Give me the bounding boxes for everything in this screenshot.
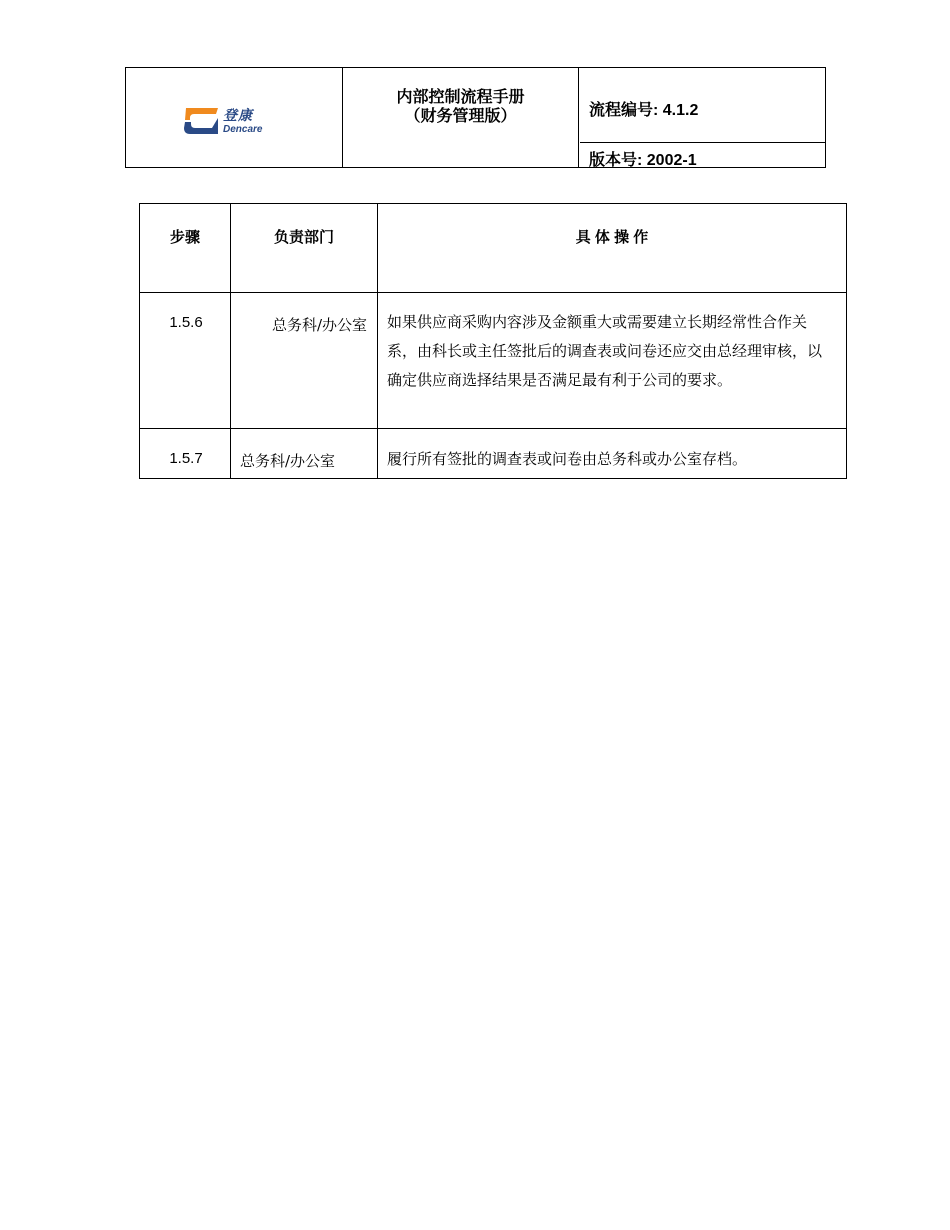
row-1-detail: 如果供应商采购内容涉及金额重大或需要建立长期经常性合作关系，由科长或主任签批后的调查表或问卷还应交由总经理审核，以确定供应商选择结果是否满足最有利于公司的要求。	[387, 313, 823, 389]
logo-chinese-name: 登康	[223, 107, 253, 123]
company-logo	[182, 104, 282, 138]
procedure-table	[139, 203, 847, 479]
column-header-step: 步骤	[169, 229, 200, 246]
row-1-step: 1.5.6	[169, 314, 203, 331]
row-2-step: 1.5.7	[169, 450, 203, 467]
header-logo-cell	[126, 68, 343, 167]
logo-mark-icon	[182, 104, 220, 138]
row-2-detail: 履行所有签批的调查表或问卷由总务科或办公室存档。	[387, 450, 748, 468]
process-number: 流程编号: 4.1.2	[580, 68, 825, 143]
row-divider	[140, 292, 846, 293]
document-header	[125, 67, 826, 168]
version-number: 版本号: 2002-1	[589, 152, 697, 169]
row-1-department: 总务科/办公室	[271, 316, 367, 334]
row-divider	[140, 428, 846, 429]
logo-english-name: Dencare	[223, 124, 263, 135]
column-header-department: 负责部门	[273, 229, 334, 246]
manual-title-line2: （财务管理版）	[404, 108, 517, 125]
row-2-department: 总务科/办公室	[240, 452, 336, 470]
manual-title-line1: 内部控制流程手册	[396, 89, 525, 106]
manual-title	[343, 68, 579, 167]
column-header-operation: 具 体 操 作	[575, 229, 649, 246]
